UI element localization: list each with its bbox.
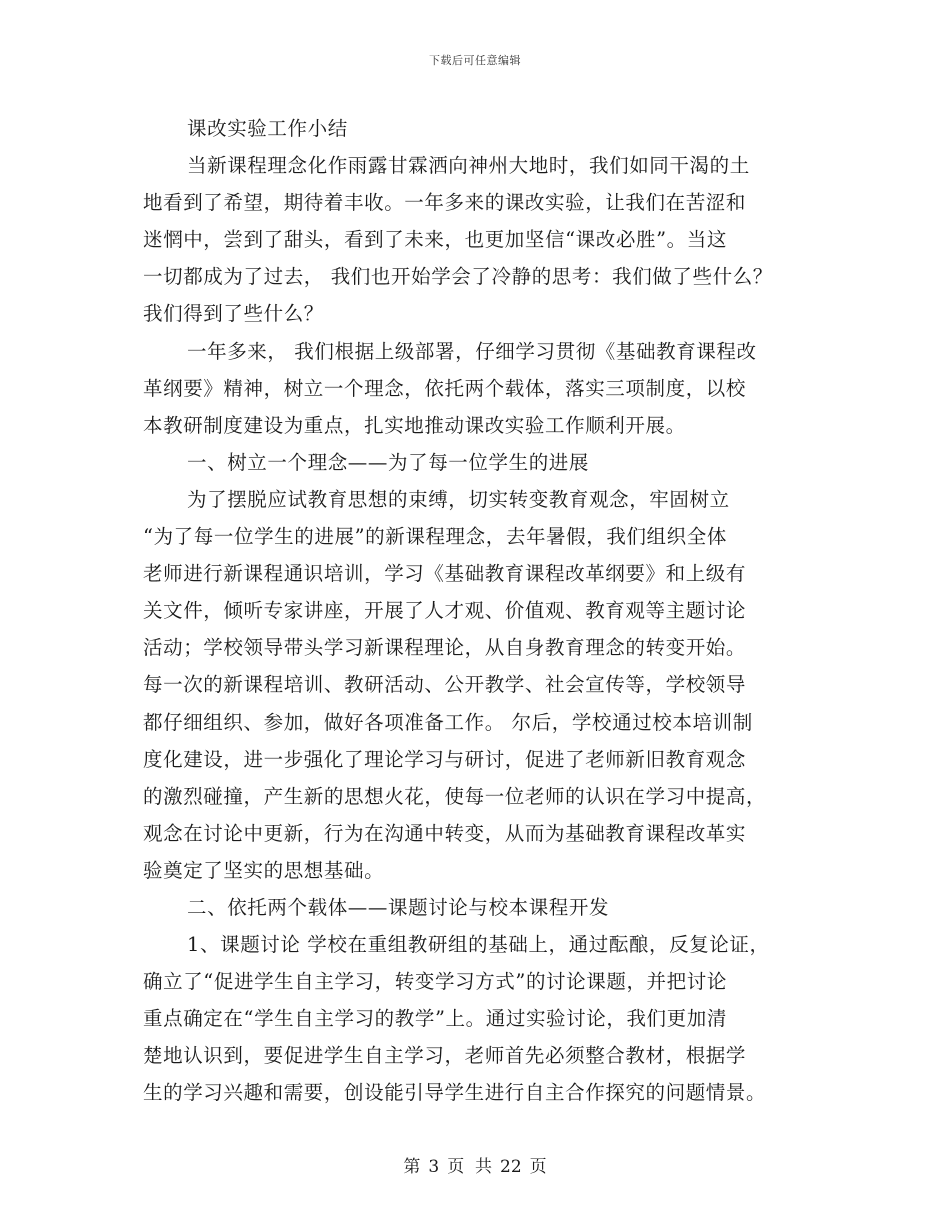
text-line: 我们得到了些什么？ <box>143 302 324 326</box>
text-line: 生的学习兴趣和需要，创设能引导学生进行自主合作探究的问题情景。 <box>143 1081 767 1105</box>
footer-middle: 页 共 <box>447 1157 492 1177</box>
footer-suffix: 页 <box>529 1157 547 1177</box>
text-line: 楚地认识到，要促进学生自主学习，老师首先必须整合教材，根据学 <box>143 1044 747 1068</box>
text-line: 重点确定在“学生自主学习的教学”上。通过实验讨论，我们更加清 <box>143 1007 727 1031</box>
footer-page-number: 3 <box>428 1157 440 1177</box>
text-line: 为了摆脱应试教育思想的束缚，切实转变教育观念，牢固树立 <box>187 487 730 511</box>
text-line: 本教研制度建设为重点，扎实地推动课改实验工作顺利开展。 <box>143 413 686 437</box>
text-line: 关文件，倾听专家讲座，开展了人才观、价值观、教育观等主题讨论 <box>143 599 747 623</box>
text-line: 革纲要》精神，树立一个理念，依托两个载体，落实三项制度，以校 <box>143 376 747 400</box>
text-line: 确立了“促进学生自主学习，转变学习方式”的讨论课题，并把讨论 <box>143 970 727 994</box>
text-line: “为了每一位学生的进展”的新课程理念，去年暑假，我们组织全体 <box>143 525 727 549</box>
footer-prefix: 第 <box>403 1157 421 1177</box>
page-header: 下载后可任意编辑 <box>429 54 521 67</box>
text-line: 一年多来， 我们根据上级部署，仔细学习贯彻《基础教育课程改 <box>187 339 757 363</box>
text-line: 验奠定了坚实的思想基础。 <box>143 858 385 882</box>
text-line: 度化建设，进一步强化了理论学习与研讨，促进了老师新旧教育观念 <box>143 747 747 771</box>
text-line: 1、课题讨论 学校在重组教研组的基础上，通过酝酿，反复论证， <box>187 933 770 957</box>
text-line: 的激烈碰撞，产生新的思想火花，使每一位老师的认识在学习中提高， <box>143 784 767 808</box>
text-line: 地看到了希望，期待着丰收。一年多来的课改实验，让我们在苦涩和 <box>143 191 747 215</box>
text-line: 当新课程理念化作雨露甘霖洒向神州大地时，我们如同干渴的土 <box>187 154 750 178</box>
text-line: 老师进行新课程通识培训，学习《基础教育课程改革纲要》和上级有 <box>143 562 747 586</box>
text-line: 二、依托两个载体——课题讨论与校本课程开发 <box>187 895 610 919</box>
document-title: 课改实验工作小结 <box>187 117 348 140</box>
page-footer <box>0 1152 950 1177</box>
text-line: 观念在讨论中更新，行为在沟通中转变，从而为基础教育课程改革实 <box>143 821 747 845</box>
text-line: 一切都成为了过去， 我们也开始学会了冷静的思考：我们做了些什么？ <box>143 265 773 289</box>
text-line: 迷惘中，尝到了甜头，看到了未来，也更加坚信“课改必胜”。当这 <box>143 228 727 252</box>
text-line: 一、树立一个理念——为了每一位学生的进展 <box>187 450 590 474</box>
text-line: 每一次的新课程培训、教研活动、公开教学、社会宣传等，学校领导 <box>143 673 747 697</box>
text-line: 活动；学校领导带头学习新课程理论，从自身教育理念的转变开始。 <box>143 636 747 660</box>
document-body <box>143 110 823 1112</box>
text-line: 都仔细组织、参加，做好各项准备工作。 尔后，学校通过校本培训制 <box>143 710 753 734</box>
footer-total-pages: 22 <box>500 1157 522 1177</box>
